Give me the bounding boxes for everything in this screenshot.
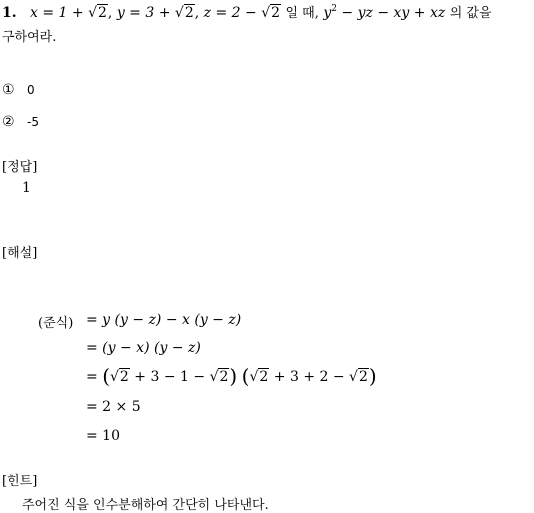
cond-x: x = 1 + bbox=[29, 5, 89, 21]
choice-2-value: -5 bbox=[27, 115, 39, 129]
sqrt-icon: √ bbox=[349, 369, 358, 385]
explanation-label: [해설] bbox=[2, 246, 38, 261]
explanation-line-3: = (√2 + 3 − 1 − √2) (√2 + 3 + 2 − √2) bbox=[86, 364, 377, 388]
question-line-1: 1. x = 1 + √2, y = 3 + √2, z = 2 − √2 일 때, $y^2$ − yz − xy + xz 의 값을 bbox=[2, 4, 492, 21]
sqrt-icon: √ bbox=[209, 369, 219, 385]
choice-1[interactable] bbox=[2, 82, 35, 98]
left-paren: ( bbox=[102, 364, 110, 388]
hint-text: 주어진 식을 인수분해하여 간단히 나타낸다. bbox=[22, 498, 269, 513]
circled-one-icon: ① bbox=[2, 82, 15, 98]
explanation-line-5: = 10 bbox=[86, 428, 120, 444]
right-paren: ) bbox=[368, 364, 377, 388]
expr-b: − yz − xy + xz bbox=[336, 5, 446, 21]
expr-a-exponent: 2 bbox=[331, 4, 337, 14]
cond-x-radicand: 2 bbox=[97, 5, 107, 21]
right-paren: ) bbox=[229, 364, 238, 388]
sqrt-icon: √ bbox=[110, 369, 119, 385]
sqrt-icon: √ bbox=[249, 369, 259, 385]
choice-2[interactable] bbox=[2, 114, 39, 130]
question-line-2: 구하여라. bbox=[2, 30, 57, 45]
answer-label: [정답] bbox=[2, 160, 38, 175]
explanation-line-1: = y (y − z) − x (y − z) bbox=[86, 312, 242, 328]
answer-value: 1 bbox=[22, 180, 31, 196]
explanation-line-2: = (y − x) (y − z) bbox=[86, 340, 201, 356]
hint-label: [힌트] bbox=[2, 474, 38, 489]
choice-1-value: 0 bbox=[27, 83, 35, 97]
cond-y: y = 3 + bbox=[116, 5, 175, 21]
explanation-line-4: = 2 × 5 bbox=[86, 399, 141, 415]
explanation-lhs: (준식) bbox=[38, 316, 74, 331]
sqrt-icon: √ bbox=[261, 5, 271, 21]
sqrt-icon: √ bbox=[88, 5, 97, 21]
cond-z: z = 2 − bbox=[203, 5, 262, 21]
left-paren: ( bbox=[241, 364, 250, 388]
sqrt-icon: √ bbox=[174, 5, 184, 21]
cond-y-radicand: 2 bbox=[184, 5, 194, 21]
cond-when: 일 때, bbox=[285, 6, 319, 21]
line3-equals: = bbox=[86, 369, 98, 385]
circled-two-icon: ② bbox=[2, 114, 15, 130]
question-number: 1. bbox=[2, 5, 17, 21]
question-tail: 의 값을 bbox=[449, 6, 492, 21]
expr-a: y bbox=[323, 5, 332, 21]
cond-z-radicand: 2 bbox=[271, 5, 281, 21]
